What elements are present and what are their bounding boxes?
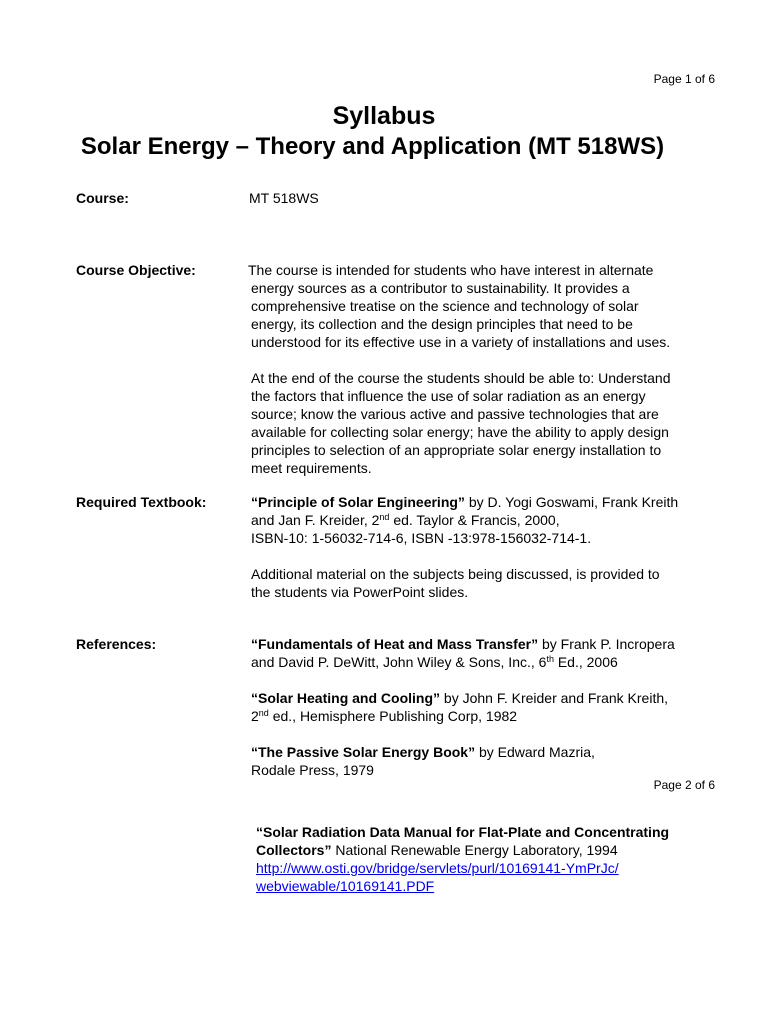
reference-publisher: National Renewable Energy Laboratory, 1994 [331,842,618,858]
document-title: Syllabus [332,102,436,130]
text-line: energy, its collection and the design principles that need to be [251,316,633,332]
text-line: principles to selection of an appropriate solar energy installation to [251,442,662,458]
text-line: meet requirements. [251,460,372,476]
superscript: nd [258,708,269,718]
reference-line-2: and David P. DeWitt, John Wiley & Sons, Inc., 6 [251,654,547,670]
reference-item-4 [256,823,669,895]
course-title: Solar Energy – Theory and Application (MT 518WS) [80,133,665,160]
reference-publisher: Rodale Press, 1979 [251,762,374,778]
reference-item-2 [251,689,668,725]
reference-line-2: 2 [251,708,259,724]
textbook-authors: by D. Yogi Goswami, Frank Kreith [464,494,679,510]
reference-authors: by Frank P. Incropera [538,636,675,652]
reference-title: “Solar Heating and Cooling” [251,690,441,706]
course-objective-paragraph-1 [248,261,670,351]
text-line: comprehensive treatise on the science and technology of solar [251,298,639,314]
reference-url-link[interactable]: http://www.osti.gov/bridge/servlets/purl/10169141-YmPrJc/ [256,860,619,876]
course-label: Course: [76,190,129,206]
textbook-citation [251,493,678,547]
text-line: available for collecting solar energy; have the ability to apply design [251,424,669,440]
reference-authors: by Edward Mazria, [475,744,595,760]
text-line: The course is intended for students who have interest in alternate [248,262,654,278]
textbook-title: “Principle of Solar Engineering” [251,494,465,510]
references-label: References: [76,636,157,652]
reference-edition: Ed., 2006 [553,654,618,670]
text-line: the students via PowerPoint slides. [251,584,469,600]
superscript: th [546,654,554,664]
reference-url-link-cont[interactable]: webviewable/10169141.PDF [256,878,435,894]
course-objective-paragraph-2 [251,369,671,477]
reference-item-3 [251,743,595,779]
reference-edition: ed., Hemisphere Publishing Corp, 1982 [268,708,518,724]
text-line: energy sources as a contributor to sustainability. It provides a [251,280,630,296]
textbook-line-2: and Jan F. Kreider, 2 [251,512,380,528]
page-number-2: Page 2 of 6 [653,778,715,792]
course-objective-label: Course Objective: [76,262,196,278]
text-line: understood for its effective use in a variety of installations and uses. [251,334,671,350]
textbook-additional-material [251,565,660,601]
textbook-isbn: ISBN-10: 1-56032-714-6, ISBN -13:978-156032-714-1. [251,530,592,546]
reference-title: “The Passive Solar Energy Book” [251,744,476,760]
reference-title: “Fundamentals of Heat and Mass Transfer” [251,636,539,652]
page-number-1: Page 1 of 6 [653,72,715,86]
text-line: At the end of the course the students should be able to: Understand [251,370,671,386]
textbook-publisher: ed. Taylor & Francis, 2000, [389,512,560,528]
reference-authors: by John F. Kreider and Frank Kreith, [440,690,669,706]
required-textbook-label: Required Textbook: [76,494,207,510]
reference-item-1 [251,635,675,671]
course-value: MT 518WS [249,190,319,206]
reference-title-cont: Collectors” [256,842,332,858]
text-line: source; know the various active and passive technologies that are [251,406,659,422]
superscript: nd [379,512,390,522]
text-line: the factors that influence the use of solar radiation as an energy [251,388,646,404]
reference-title: “Solar Radiation Data Manual for Flat-Plate and Concentrating [256,824,670,840]
text-line: Additional material on the subjects being discussed, is provided to [251,566,660,582]
